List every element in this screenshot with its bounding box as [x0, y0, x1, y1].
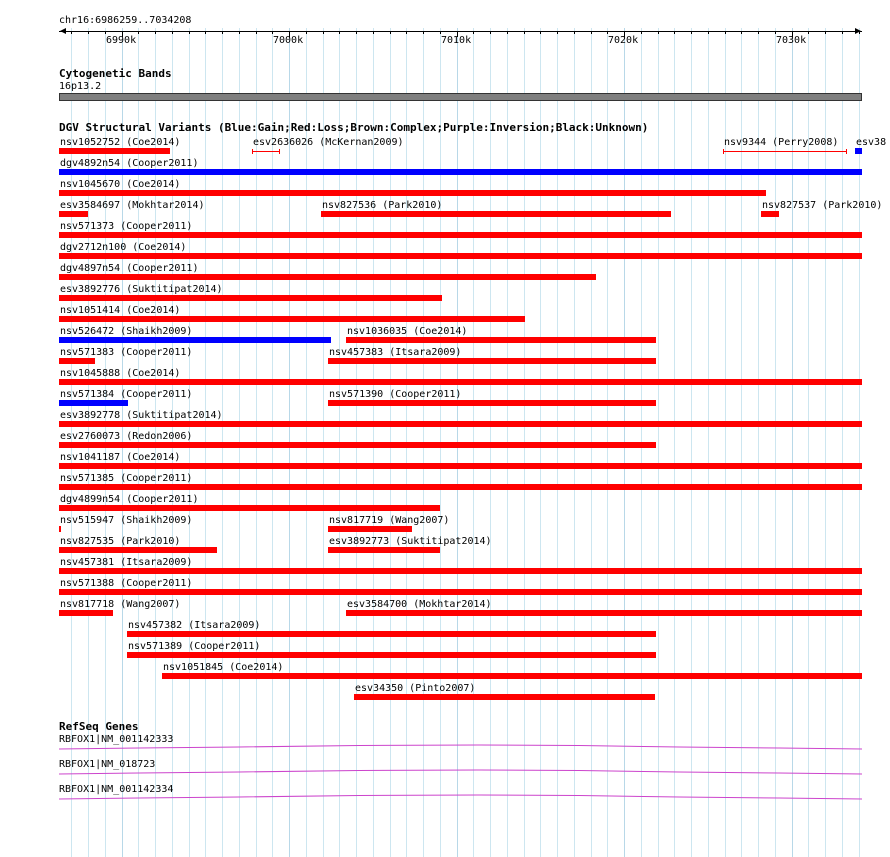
ruler-tick [825, 31, 826, 34]
ruler-tick [306, 31, 307, 34]
dgv-feature-label[interactable]: esv3584700 (Mokhtar2014) [347, 599, 492, 610]
ruler-tick [758, 31, 759, 34]
dgv-feature-bar[interactable] [59, 379, 862, 385]
dgv-feature-bar[interactable] [59, 358, 95, 364]
dgv-feature-label[interactable]: dgv4892n54 (Cooper2011) [60, 158, 199, 169]
ruler-coordinates: chr16:6986259..7034208 [59, 15, 192, 26]
ruler-tick [524, 31, 525, 34]
ruler-tick [222, 31, 223, 34]
dgv-feature-label[interactable]: nsv457381 (Itsara2009) [60, 557, 193, 568]
dgv-feature-bar[interactable] [321, 211, 671, 217]
dgv-feature-label[interactable]: nsv1036035 (Coe2014) [347, 326, 468, 337]
dgv-feature-label[interactable]: nsv1045670 (Coe2014) [60, 179, 181, 190]
cytoband-label[interactable]: 16p13.2 [59, 81, 102, 92]
dgv-feature-bar[interactable] [346, 610, 862, 616]
dgv-feature-label[interactable]: nsv515947 (Shaikh2009) [60, 515, 193, 526]
dgv-feature-label[interactable]: nsv1051414 (Coe2014) [60, 305, 181, 316]
ruler-tick [440, 31, 441, 34]
ruler-tick-label: 7020k [608, 35, 639, 46]
ruler-tick [808, 31, 809, 34]
refseq-gene-model[interactable] [59, 769, 862, 777]
dgv-feature-label[interactable]: nsv571385 (Cooper2011) [60, 473, 193, 484]
dgv-feature-label[interactable]: nsv827535 (Park2010) [60, 536, 181, 547]
dgv-feature-bar[interactable] [59, 400, 128, 406]
dgv-feature-label[interactable]: esv2636026 (McKernan2009) [253, 137, 404, 148]
ruler-tick [323, 31, 324, 34]
ruler-tick-label: 7030k [776, 35, 807, 46]
dgv-track-title: DGV Structural Variants (Blue:Gain;Red:Loss;Brown:Complex;Purple:Inversion;Black:Unknown) [59, 121, 649, 134]
ruler-tick [272, 31, 273, 34]
dgv-feature-bar[interactable] [59, 295, 442, 301]
dgv-feature-label[interactable]: esv38 [856, 137, 887, 148]
dgv-feature-label[interactable]: nsv571389 (Cooper2011) [128, 641, 261, 652]
refseq-gene-label[interactable]: RBFOX1|NM_001142334 [59, 784, 174, 795]
refseq-gene-label[interactable]: RBFOX1|NM_018723 [59, 759, 156, 770]
dgv-feature-bar[interactable] [59, 274, 596, 280]
ruler-tick [138, 31, 139, 34]
dgv-feature-label[interactable]: nsv1041187 (Coe2014) [60, 452, 181, 463]
ruler-tick [540, 31, 541, 34]
dgv-feature-label[interactable]: nsv827536 (Park2010) [322, 200, 443, 211]
dgv-feature-bar[interactable] [59, 337, 331, 343]
ruler-tick [725, 31, 726, 34]
ruler-tick [591, 31, 592, 34]
dgv-feature-label[interactable]: nsv9344 (Perry2008) [724, 137, 839, 148]
dgv-feature-label[interactable]: esv3892778 (Suktitipat2014) [60, 410, 223, 421]
ruler-tick [356, 31, 357, 34]
ruler-tick-label: 7010k [441, 35, 472, 46]
ruler-tick [406, 31, 407, 34]
dgv-feature-bar[interactable] [127, 652, 656, 658]
ruler-tick [71, 31, 72, 34]
ruler-tick [390, 31, 391, 34]
dgv-feature-label[interactable]: nsv1045888 (Coe2014) [60, 368, 181, 379]
ruler-tick [741, 31, 742, 34]
dgv-feature-bar[interactable] [59, 148, 170, 154]
dgv-feature-label[interactable]: nsv817719 (Wang2007) [329, 515, 450, 526]
dgv-feature-bar[interactable] [162, 673, 862, 679]
dgv-feature-bar[interactable] [328, 358, 656, 364]
ruler-tick [423, 31, 424, 34]
refseq-intron-line [59, 745, 862, 749]
dgv-feature-label[interactable]: nsv457383 (Itsara2009) [329, 347, 462, 358]
refseq-intron-line [59, 795, 862, 799]
dgv-feature-bar[interactable] [59, 316, 525, 322]
ruler-tick [88, 31, 89, 34]
dgv-feature-bar[interactable] [59, 442, 656, 448]
grid-line [691, 28, 692, 857]
dgv-feature-bar[interactable] [59, 484, 862, 490]
ruler-tick [339, 31, 340, 34]
dgv-feature-label[interactable]: esv3584697 (Mokhtar2014) [60, 200, 205, 211]
ruler-tick [256, 31, 257, 34]
dgv-feature-label[interactable]: dgv4899n54 (Cooper2011) [60, 494, 199, 505]
dgv-feature-label[interactable]: nsv571383 (Cooper2011) [60, 347, 193, 358]
dgv-feature-bar[interactable] [59, 610, 113, 616]
dgv-feature-bar[interactable] [59, 589, 862, 595]
ruler-tick [607, 31, 608, 34]
grid-line [708, 28, 709, 857]
dgv-feature-label[interactable]: esv3892773 (Suktitipat2014) [329, 536, 492, 547]
dgv-feature-bar[interactable] [328, 526, 412, 532]
cytoband-bar[interactable] [59, 93, 862, 101]
dgv-feature-bar[interactable] [59, 169, 862, 175]
dgv-feature-bar[interactable] [59, 211, 88, 217]
grid-line [658, 28, 659, 857]
refseq-track-title: RefSeq Genes [59, 720, 139, 733]
refseq-gene-model[interactable] [59, 744, 862, 752]
dgv-feature-label[interactable]: nsv827537 (Park2010) [762, 200, 883, 211]
refseq-intron-line [59, 770, 862, 774]
ruler-tick [658, 31, 659, 34]
dgv-feature-label[interactable]: esv3892776 (Suktitipat2014) [60, 284, 223, 295]
ruler-tick [641, 31, 642, 34]
ruler-tick [490, 31, 491, 34]
dgv-feature-label[interactable]: nsv571373 (Cooper2011) [60, 221, 193, 232]
dgv-feature-label[interactable]: nsv571388 (Cooper2011) [60, 578, 193, 589]
dgv-feature-label[interactable]: dgv4897n54 (Cooper2011) [60, 263, 199, 274]
ruler-tick [859, 31, 860, 34]
dgv-feature-bar[interactable] [761, 211, 779, 217]
dgv-feature-bar[interactable] [252, 149, 280, 154]
ruler-tick [105, 31, 106, 34]
cytoband-track-title: Cytogenetic Bands [59, 67, 172, 80]
dgv-feature-bar[interactable] [59, 421, 862, 427]
ruler-tick [574, 31, 575, 34]
ruler-tick [507, 31, 508, 34]
dgv-feature-bar[interactable] [127, 631, 656, 637]
dgv-feature-label[interactable]: nsv1052752 (Coe2014) [60, 137, 181, 148]
dgv-feature-bar[interactable] [59, 568, 862, 574]
ruler-left-arrow [60, 28, 66, 34]
ruler-tick [473, 31, 474, 34]
ruler-tick [373, 31, 374, 34]
dgv-feature-label[interactable]: esv34350 (Pinto2007) [355, 683, 476, 694]
ruler-tick [239, 31, 240, 34]
dgv-feature-bar[interactable] [328, 400, 656, 406]
dgv-feature-bar[interactable] [346, 337, 656, 343]
ruler-tick-label: 7000k [273, 35, 304, 46]
dgv-feature-bar[interactable] [855, 148, 862, 154]
ruler-tick [205, 31, 206, 34]
dgv-feature-label[interactable]: dgv2712n100 (Coe2014) [60, 242, 187, 253]
dgv-feature-label[interactable]: esv2760073 (Redon2006) [60, 431, 193, 442]
ruler-tick [189, 31, 190, 34]
dgv-feature-label[interactable]: nsv571384 (Cooper2011) [60, 389, 193, 400]
dgv-feature-bar[interactable] [59, 463, 862, 469]
grid-line [674, 28, 675, 857]
ruler-tick [708, 31, 709, 34]
ruler-tick [842, 31, 843, 34]
dgv-feature-label[interactable]: nsv1051845 (Coe2014) [163, 662, 284, 673]
ruler-tick [674, 31, 675, 34]
dgv-feature-bar[interactable] [328, 547, 440, 553]
dgv-feature-label[interactable]: nsv571390 (Cooper2011) [329, 389, 462, 400]
dgv-feature-bar[interactable] [59, 190, 766, 196]
ruler-tick [172, 31, 173, 34]
dgv-feature-bar[interactable] [723, 149, 847, 154]
dgv-feature-bar[interactable] [59, 232, 862, 238]
dgv-feature-bar[interactable] [59, 526, 61, 532]
dgv-feature-bar[interactable] [354, 694, 655, 700]
refseq-gene-label[interactable]: RBFOX1|NM_001142333 [59, 734, 174, 745]
refseq-gene-model[interactable] [59, 794, 862, 802]
ruler-tick [557, 31, 558, 34]
ruler-tick [775, 31, 776, 34]
ruler-tick-label: 6990k [106, 35, 137, 46]
dgv-feature-bar[interactable] [59, 253, 862, 259]
dgv-feature-bar[interactable] [59, 505, 440, 511]
ruler-right-arrow [855, 28, 861, 34]
dgv-feature-bar[interactable] [59, 547, 217, 553]
dgv-feature-label[interactable]: nsv526472 (Shaikh2009) [60, 326, 193, 337]
ruler-tick [155, 31, 156, 34]
dgv-feature-label[interactable]: nsv817718 (Wang2007) [60, 599, 181, 610]
ruler-tick [691, 31, 692, 34]
dgv-feature-label[interactable]: nsv457382 (Itsara2009) [128, 620, 261, 631]
